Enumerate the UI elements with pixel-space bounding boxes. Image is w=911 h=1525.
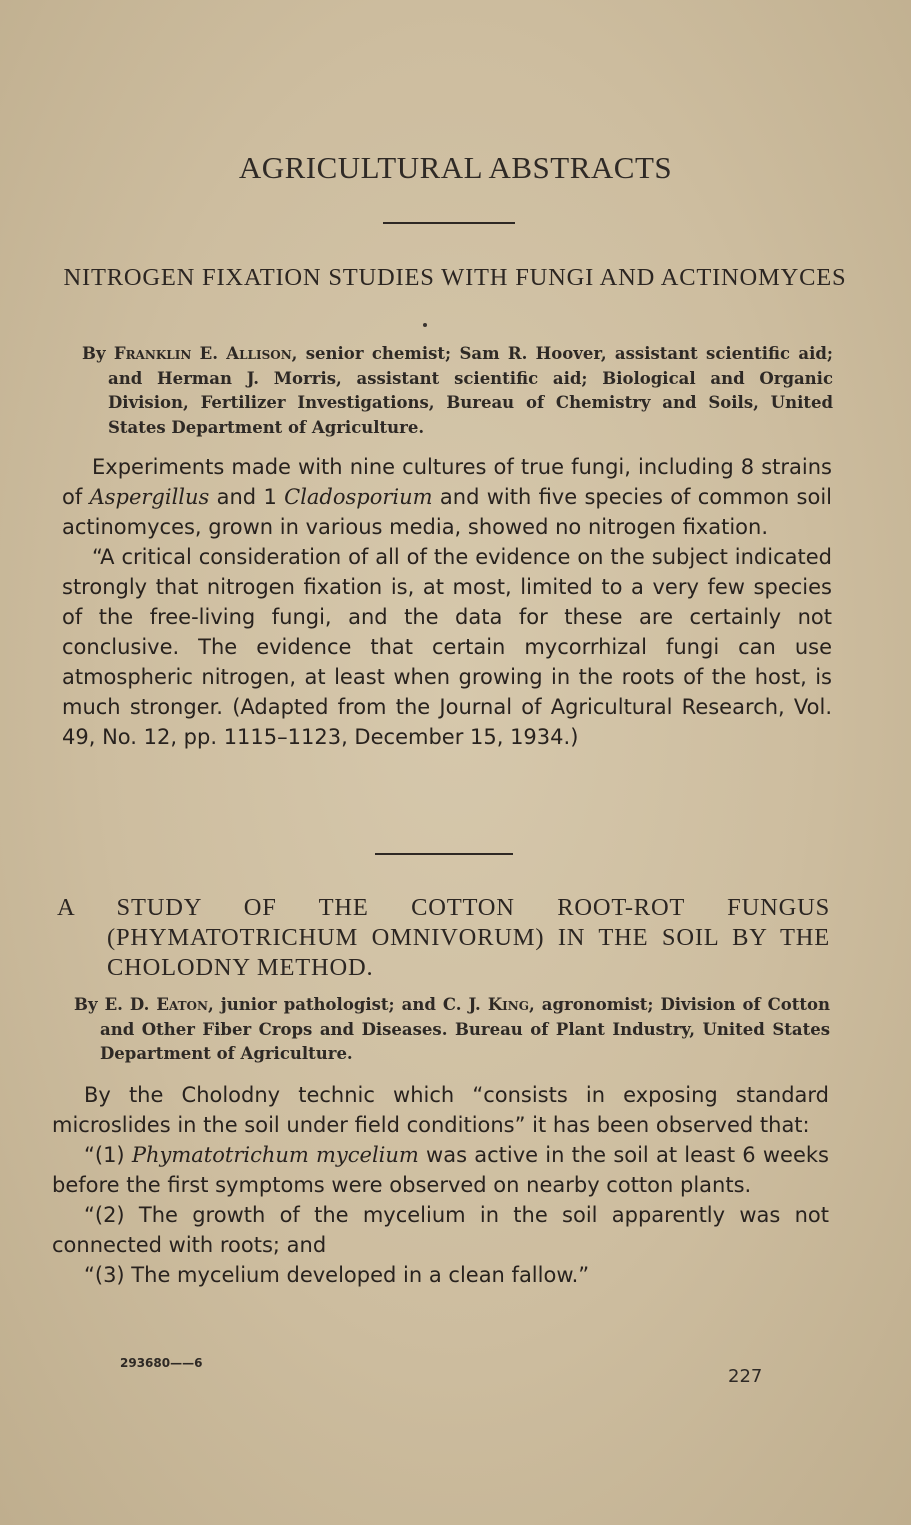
byline-rest: , agronomist; Division of Cotton and Other Fiber Crops and Diseases. Bureau of Plant Industry, United States Department of Agriculture. — [100, 995, 830, 1063]
article2-item1 — [52, 1140, 829, 1200]
article1-paragraph2: “A critical consideration of all of the evidence on the subject indicated strongly that nitrogen fixation is, at most, limited to a very few species of the free-living fungi, and the data for these are certainly not conclusive. The evidence that certain mycorrhizal fungi can use atmospheric nitrogen, at least when growing in the roots of the host, is much stronger. (Adapted from the Journal of Agricultural Research, Vol. 49, No. 12, pp. 1115–1123, December 15, 1934.) — [62, 545, 832, 749]
text-run: was active in the soil at least 6 weeks before the first symptoms were observed on nearby cotton plants. — [52, 1143, 829, 1197]
article2-title: A STUDY OF THE COTTON ROOT-ROT FUNGUS (PHYMATOTRICHUM OMNIVORUM) IN THE SOIL BY THE CHOLODNY METHOD. — [57, 894, 830, 981]
article1-author: Franklin E. Allison — [113, 344, 292, 363]
section-divider — [375, 853, 513, 855]
byline-rest: , senior chemist; Sam R. Hoover, assistant scientific aid; and Herman J. Morris, assistant scientific aid; Biological and Organic Division, Fertilizer Investigations, Bureau of Chemistry and Soils, United States Department of Agriculture. — [108, 344, 833, 437]
italic-species: Phymatotrichum mycelium — [131, 1143, 419, 1167]
article2-item2: “(2) The growth of the mycelium in the soil apparently was not connected with roots; and — [52, 1203, 829, 1257]
article2-item3: “(3) The mycelium developed in a clean fallow.” — [84, 1263, 590, 1287]
byline-prefix: By — [74, 995, 105, 1014]
article2-author2: C. J. King — [442, 995, 530, 1014]
article2-author1: E. D. Eaton — [104, 995, 208, 1014]
article2-byline — [74, 993, 830, 1067]
byline-mid: , junior pathologist; and — [207, 995, 443, 1014]
article1-paragraph1 — [62, 452, 832, 542]
article2-paragraph1: By the Cholodny technic which “consists in exposing standard microslides in the soil under field conditions” it has been observed that: — [52, 1083, 829, 1137]
text-run: and 1 — [209, 485, 285, 509]
section-divider — [383, 222, 515, 224]
ornament-dot — [423, 323, 427, 327]
italic-genus: Cladosporium — [284, 485, 433, 509]
text-run: “(1) — [84, 1143, 132, 1167]
article1-body — [62, 452, 832, 752]
article1-title: NITROGEN FIXATION STUDIES WITH FUNGI AND ACTINOMYCES — [63, 264, 847, 291]
text-run: Experiments made with nine cultures of true fungi, including 8 strains of — [62, 455, 832, 509]
byline-prefix: By — [82, 344, 114, 363]
article1-byline — [82, 342, 833, 440]
journal-title: AGRICULTURAL ABSTRACTS — [238, 150, 673, 185]
article2-body — [52, 1080, 829, 1290]
italic-genus: Aspergillus — [89, 485, 210, 509]
page-number: 227 — [728, 1366, 763, 1387]
print-code: 293680——6 — [120, 1356, 203, 1370]
text-run: and with five species of common soil actinomyces, grown in various media, showed no nitrogen fixation. — [62, 485, 832, 539]
